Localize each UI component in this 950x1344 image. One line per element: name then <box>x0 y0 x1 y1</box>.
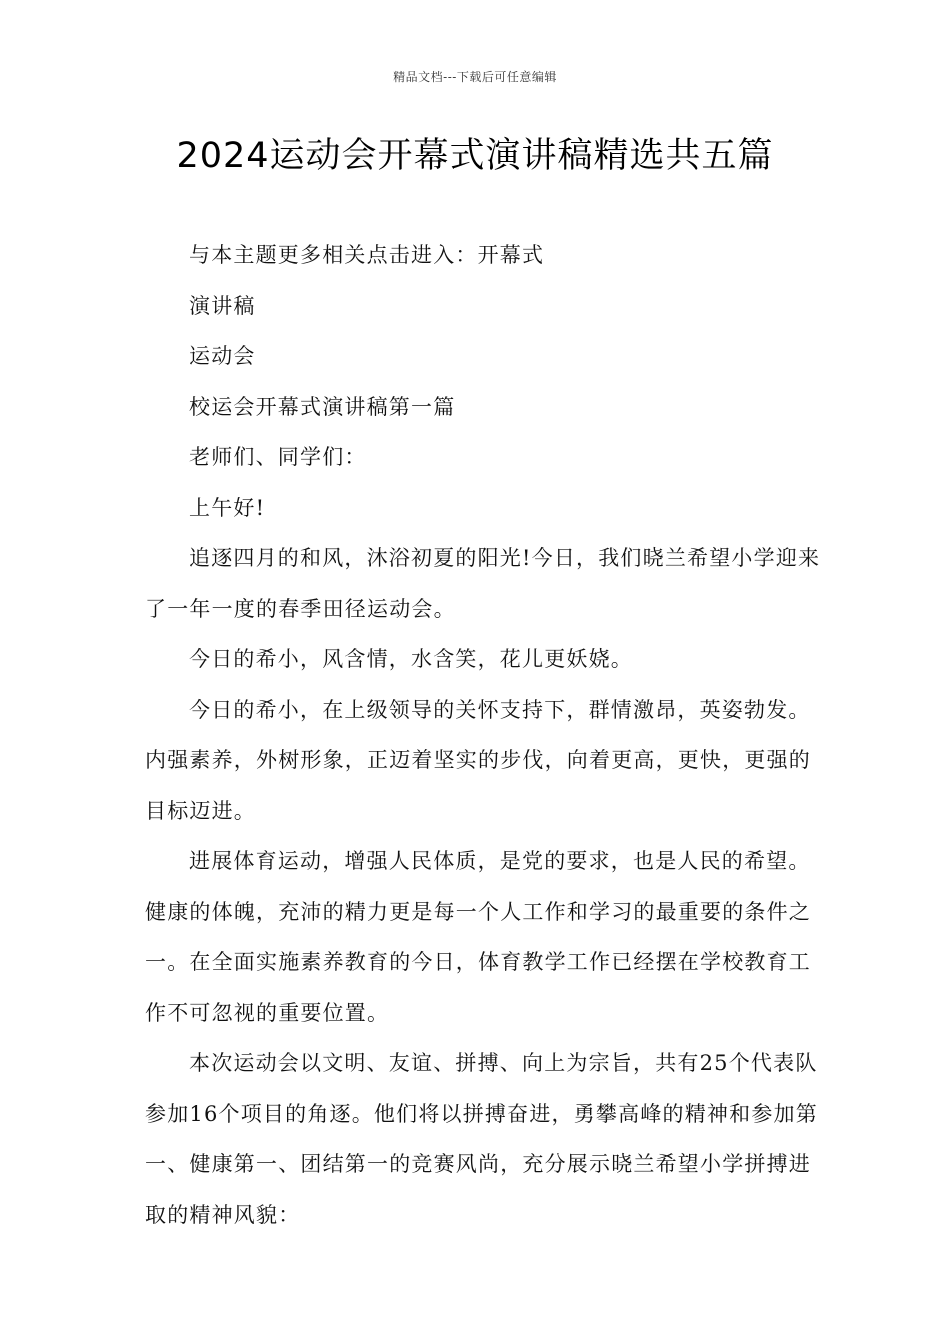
paragraph-related-topics: 与本主题更多相关点击进入：开幕式 <box>189 243 545 267</box>
header-note: 精品文档---下载后可任意编辑 <box>393 70 557 84</box>
section-heading: 校运会开幕式演讲稿第一篇 <box>189 394 456 419</box>
paragraph-salutation: 老师们、同学们： <box>189 445 367 469</box>
paragraph-greeting: 上午好! <box>189 495 266 520</box>
paragraph-body: 今日的希小，在上级领导的关怀支持下，群情激昂，英姿勃发。内强素养，外树形象，正迈着坚实的步伐，向着更高，更快，更强的目标迈进。 <box>145 697 811 823</box>
document-title: 2024运动会开幕式演讲稿精选共五篇 <box>176 136 774 176</box>
document-body <box>145 230 825 1240</box>
paragraph-body: 今日的希小，风含情，水含笑，花儿更妖娆。 <box>189 647 633 671</box>
paragraph-keyword-speech: 演讲稿 <box>189 293 256 318</box>
paragraph-keyword-sports-meet: 运动会 <box>189 344 256 368</box>
paragraph-body: 本次运动会以文明、友谊、拼搏、向上为宗旨，共有25个代表队参加16个项目的角逐。他们将以拼搏奋进，勇攀高峰的精神和参加第一、健康第一、团结第一的竞赛风尚，充分展示晓兰希望小学拼搏进取的精神风貌： <box>145 1051 818 1227</box>
paragraph-body: 进展体育运动，增强人民体质，是党的要求，也是人民的希望。健康的体魄，充沛的精力更是每一个人工作和学习的最重要的条件之一。在全面实施素养教育的今日，体育教学工作已经摆在学校教育工作不可忽视的重要位置。 <box>145 849 811 1025</box>
paragraph-body: 追逐四月的和风，沐浴初夏的阳光!今日，我们晓兰希望小学迎来了一年一度的春季田径运动会。 <box>145 546 821 621</box>
